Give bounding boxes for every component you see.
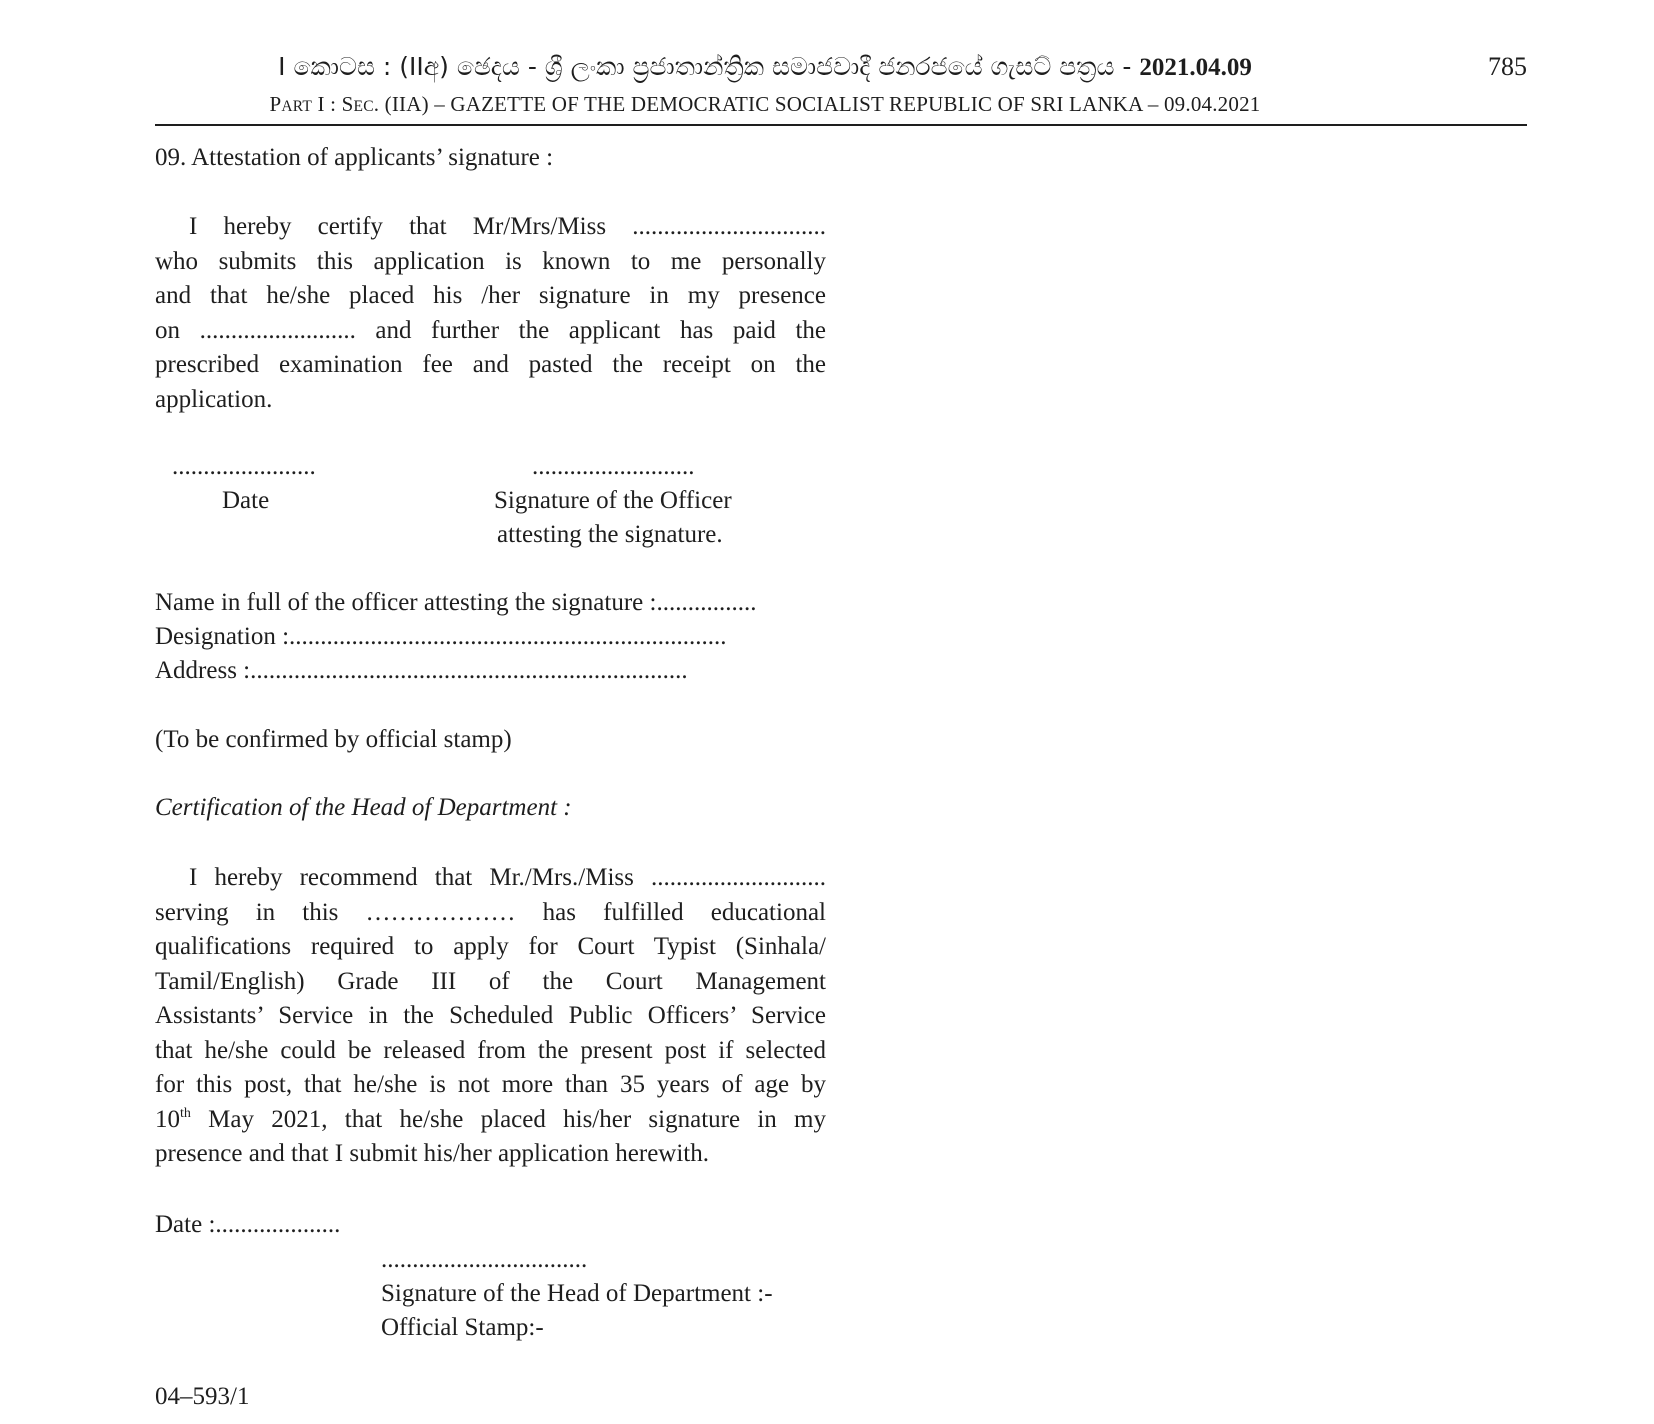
officer-signature-dotted-line: .......................... — [532, 453, 695, 480]
head-date-field: Date :.................... — [155, 1211, 341, 1238]
header-sinhala-text: I කොටස : (IIඅ) ඡෙදය - ශ්‍රී ලංකා ප්‍රජාතාන්ත්‍රික සමාජවාදී ජනරජයේ ගැසට් පත්‍රය - — [278, 52, 1140, 81]
official-stamp-label: Official Stamp:- — [381, 1314, 544, 1341]
certification-line-9: presence and that I submit his/her application herewith. — [155, 1140, 709, 1167]
certification-line-4: Tamil/English) Grade III of the Court Management — [155, 967, 826, 995]
attestation-line-5: prescribed examination fee and pasted the receipt on the — [155, 351, 826, 378]
certification-line-7: for this post, that he/she is not more than 35 years of age by — [155, 1071, 826, 1098]
attestation-paragraph — [155, 210, 826, 417]
certification-heading: Certification of the Head of Department : — [155, 794, 572, 821]
attestation-line-2: who submits this application is known to me personally — [155, 247, 826, 275]
certification-line-6: that he/she could be released from the present post if selected — [155, 1036, 826, 1064]
officer-signature-label-2: attesting the signature. — [497, 521, 723, 548]
certification-line-1: I hereby recommend that Mr./Mrs./Miss ............................ — [189, 864, 826, 891]
header-sinhala — [150, 52, 1380, 82]
certification-paragraph — [155, 861, 826, 1172]
certification-line-3: qualifications required to apply for Court Typist (Sinhala/ — [155, 933, 826, 960]
certification-line-5: Assistants’ Service in the Scheduled Public Officers’ Service — [155, 1002, 826, 1029]
head-signature-dotted-line: ................................. — [381, 1246, 588, 1273]
date-dotted-line: ....................... — [172, 453, 316, 480]
attestation-line-3: and that he/she placed his /her signature in my presence — [155, 282, 826, 309]
section-heading: 09. Attestation of applicants’ signature : — [155, 144, 554, 171]
attestation-line-6: application. — [155, 385, 273, 413]
officer-signature-label: Signature of the Officer — [494, 487, 732, 514]
reference-number: 04–593/1 — [155, 1383, 250, 1410]
officer-designation-field: Designation :...................................................................... — [155, 623, 727, 650]
header-rule — [155, 124, 1527, 126]
header-english: PART I : SEC. (IIA) – GAZETTE OF THE DEMOCRATIC SOCIALIST REPUBLIC OF SRI LANKA – 09.04.2021 — [269, 92, 1261, 116]
date-label: Date — [222, 487, 270, 514]
certification-line-2: serving in this ……………… has fulfilled educational — [155, 898, 826, 926]
officer-address-field: Address :...................................................................... — [155, 657, 688, 684]
head-signature-label: Signature of the Head of Department :- — [381, 1280, 773, 1307]
stamp-note: (To be confirmed by official stamp) — [155, 726, 512, 753]
certification-line-8: 10th May 2021, that he/she placed his/her signature in my — [155, 1105, 826, 1133]
header-sinhala-date: 2021.04.09 — [1139, 54, 1252, 81]
officer-name-field: Name in full of the officer attesting the signature :................ — [155, 589, 757, 616]
attestation-line-4: on ......................... and further the applicant has paid the — [155, 316, 826, 344]
page-number: 785 — [1488, 52, 1527, 81]
attestation-line-1: I hereby certify that Mr/Mrs/Miss ............................... — [189, 213, 826, 240]
